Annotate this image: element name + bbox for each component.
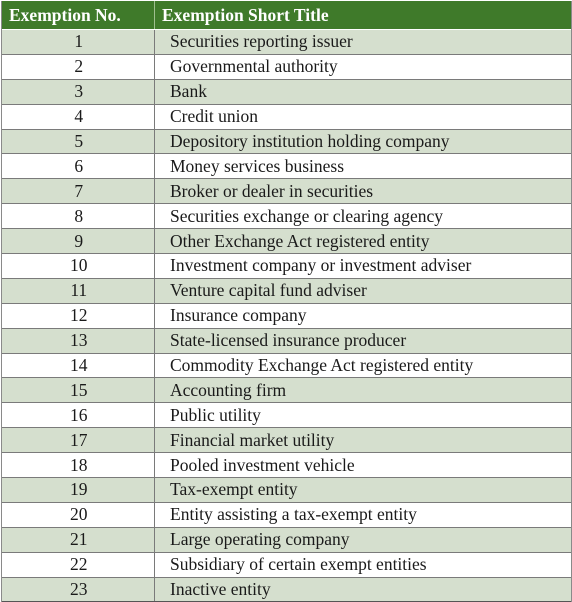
- table-row: [2, 378, 572, 403]
- exemption-title-cell: Governmental authority: [155, 54, 572, 79]
- table-row: [2, 428, 572, 453]
- exemption-number-cell: 11: [2, 278, 155, 303]
- table-row: [2, 154, 572, 179]
- exemption-number-cell: 14: [2, 353, 155, 378]
- exemption-number-cell: 8: [2, 204, 155, 229]
- exemption-number-cell: 4: [2, 104, 155, 129]
- exemption-number-cell: 2: [2, 54, 155, 79]
- exemption-title-cell: Securities exchange or clearing agency: [155, 204, 572, 229]
- exemption-title-cell: Money services business: [155, 154, 572, 179]
- exemption-table: [1, 1, 572, 602]
- exemption-number-cell: 6: [2, 154, 155, 179]
- column-header-exemption-no: Exemption No.: [2, 1, 155, 30]
- exemption-title-cell: Accounting firm: [155, 378, 572, 403]
- exemption-title-cell: Large operating company: [155, 527, 572, 552]
- exemption-title-cell: Inactive entity: [155, 577, 572, 602]
- table-row: [2, 104, 572, 129]
- exemption-title-cell: Commodity Exchange Act registered entity: [155, 353, 572, 378]
- exemption-title-cell: Depository institution holding company: [155, 129, 572, 154]
- exemption-number-cell: 9: [2, 229, 155, 254]
- table-row: [2, 453, 572, 478]
- exemption-title-cell: Insurance company: [155, 303, 572, 328]
- table-row: [2, 229, 572, 254]
- exemption-number-cell: 7: [2, 179, 155, 204]
- exemption-title-cell: Securities reporting issuer: [155, 30, 572, 55]
- table-header-row: [2, 1, 572, 30]
- exemption-number-cell: 17: [2, 428, 155, 453]
- exemption-title-cell: Broker or dealer in securities: [155, 179, 572, 204]
- exemption-number-cell: 22: [2, 552, 155, 577]
- table-row: [2, 204, 572, 229]
- table-row: [2, 54, 572, 79]
- exemption-number-cell: 18: [2, 453, 155, 478]
- exemption-number-cell: 5: [2, 129, 155, 154]
- exemption-title-cell: Venture capital fund adviser: [155, 278, 572, 303]
- table-row: [2, 328, 572, 353]
- exemption-title-cell: Bank: [155, 79, 572, 104]
- exemption-number-cell: 16: [2, 403, 155, 428]
- table-row: [2, 30, 572, 55]
- exemption-number-cell: 12: [2, 303, 155, 328]
- exemption-title-cell: Subsidiary of certain exempt entities: [155, 552, 572, 577]
- exemption-number-cell: 20: [2, 502, 155, 527]
- table-row: [2, 79, 572, 104]
- exemption-number-cell: 15: [2, 378, 155, 403]
- exemption-number-cell: 23: [2, 577, 155, 602]
- exemption-title-cell: Credit union: [155, 104, 572, 129]
- table-row: [2, 502, 572, 527]
- exemption-number-cell: 1: [2, 30, 155, 55]
- table-row: [2, 278, 572, 303]
- exemption-title-cell: Public utility: [155, 403, 572, 428]
- table-row: [2, 129, 572, 154]
- exemption-number-cell: 13: [2, 328, 155, 353]
- table-row: [2, 478, 572, 503]
- table-row: [2, 353, 572, 378]
- column-header-exemption-short-title: Exemption Short Title: [155, 1, 572, 30]
- exemption-title-cell: Pooled investment vehicle: [155, 453, 572, 478]
- exemption-title-cell: Tax-exempt entity: [155, 478, 572, 503]
- table-row: [2, 577, 572, 602]
- table-row: [2, 527, 572, 552]
- exemption-title-cell: Investment company or investment adviser: [155, 254, 572, 279]
- exemption-title-cell: Financial market utility: [155, 428, 572, 453]
- table-row: [2, 403, 572, 428]
- exemption-title-cell: Entity assisting a tax-exempt entity: [155, 502, 572, 527]
- exemption-number-cell: 3: [2, 79, 155, 104]
- table-row: [2, 552, 572, 577]
- exemption-number-cell: 19: [2, 478, 155, 503]
- table-row: [2, 179, 572, 204]
- exemption-title-cell: State-licensed insurance producer: [155, 328, 572, 353]
- table-row: [2, 303, 572, 328]
- exemption-title-cell: Other Exchange Act registered entity: [155, 229, 572, 254]
- table-row: [2, 254, 572, 279]
- exemption-number-cell: 10: [2, 254, 155, 279]
- exemption-number-cell: 21: [2, 527, 155, 552]
- table-body: [2, 30, 572, 602]
